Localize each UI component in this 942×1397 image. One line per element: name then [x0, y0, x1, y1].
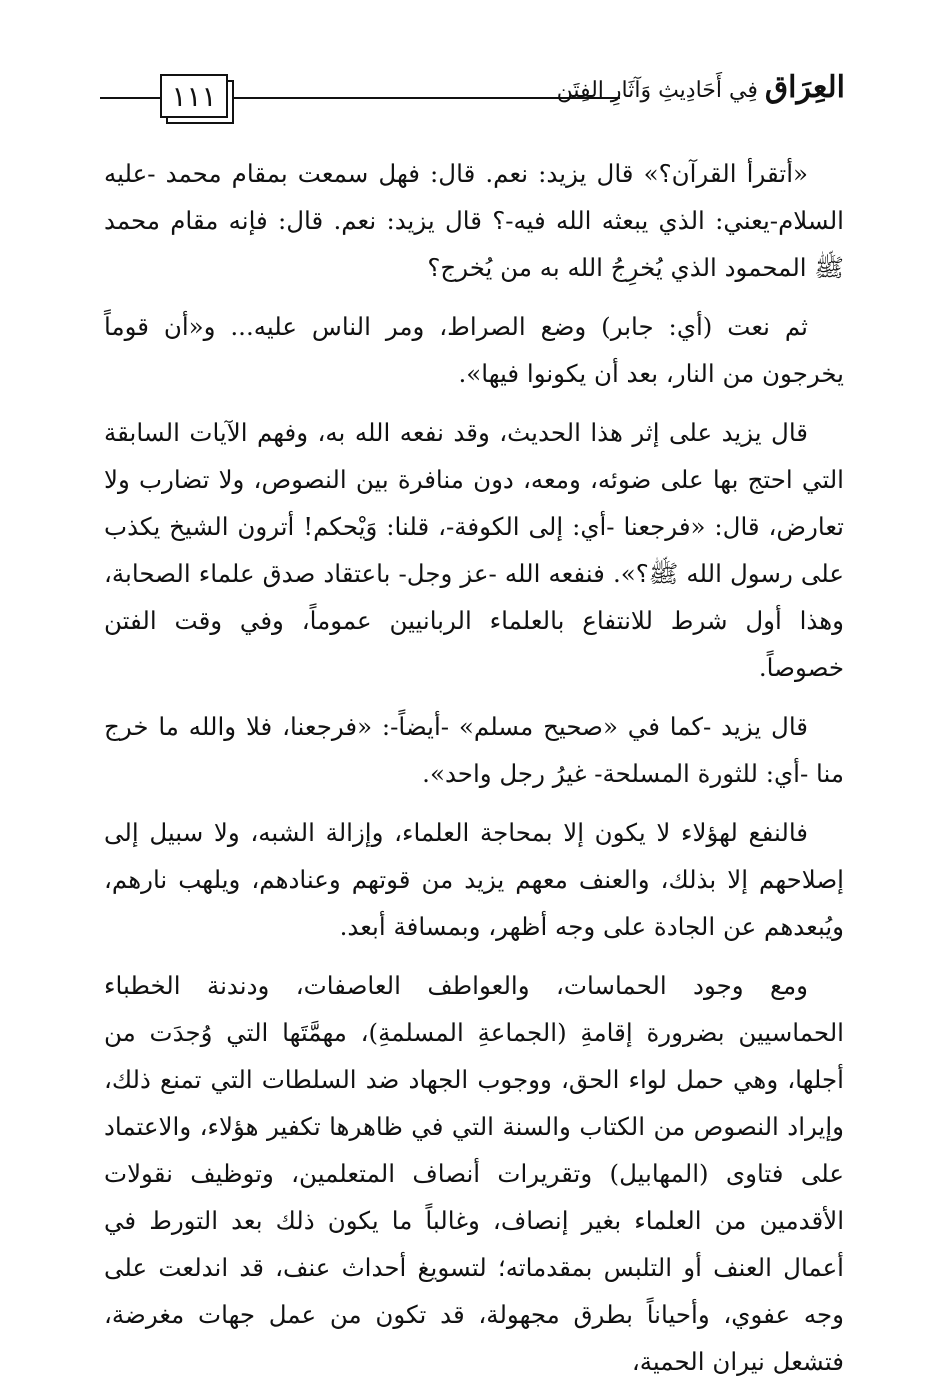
running-title: [556, 70, 845, 110]
paragraph: ومع وجود الحماسات، والعواطف العاصفات، ودندنة الخطباء الحماسيين بضرورة إقامةِ (الجماعةِ المسلمةِ)، مهمَّتَها التي وُجدَت من أجلها، وهي حمل لواء الحق، ووجوب الجهاد ضد السلطات التي تمنع ذلك، وإيراد النصوص من الكتاب والسنة التي في ظاهرها تكفير هؤلاء، والاعتماد على فتاوى (المهابيل) وتقريرات أنصاف المتعلمين، وتوظيف نقولات الأقدمين من العلماء بغير إنصاف، وغالباً ما يكون ذلك بعد التورط في أعمال العنف أو التلبس بمقدماته؛ لتسويغ أحداث عنف، قد اندلعت على وجه عفوي، وأحياناً بطرق مجهولة، قد تكون من عمل جهات مغرضة، فتشعل نيران الحمية،: [104, 971, 844, 1376]
paragraph: فالنفع لهؤلاء لا يكون إلا بمحاجة العلماء، وإزالة الشبه، ولا سبيل إلى إصلاحهم إلا بذلك، والعنف معهم يزيد من قوتهم وعنادهم، ويلهب نارهم، ويُبعدهم عن الجادة على وجه أظهر، وبمسافة أبعد.: [104, 818, 844, 941]
paragraph: قال يزيد -كما في «صحيح مسلم» -أيضاً-: «فرجعنا، فلا والله ما خرج منا -أي: للثورة المسلحة- غيرُ رجل واحد».: [104, 712, 844, 788]
header-rule-left: [100, 97, 160, 99]
running-title-main: العِرَاق: [764, 70, 845, 105]
running-title-rest: فِي أَحَادِيثِ وَآثَارِ الفِتَن: [556, 78, 758, 103]
page-number: ١١١: [160, 74, 228, 118]
page-header: [100, 62, 845, 132]
paragraph: «أتقرأ القرآن؟» قال يزيد: نعم. قال: فهل سمعت بمقام محمد -عليه السلام-يعني: الذي يبعثه الله فيه-؟ قال يزيد: نعم. قال: فإنه مقام محمد ﷺ المحمود الذي يُخرِجُ الله به من يُخرج؟: [104, 159, 844, 282]
paragraph: ثم نعت (أي: جابر) وضع الصراط، ومر الناس عليه... و«أن قوماً يخرجون من النار، بعد أن يكونوا فيها».: [104, 312, 844, 388]
page-body: [104, 150, 844, 1397]
paragraph: قال يزيد على إثر هذا الحديث، وقد نفعه الله به، وفهم الآيات السابقة التي احتج بها على ضوئه، ومعه، دون منافرة بين النصوص، ولا تضارب ولا تعارض، قال: «فرجعنا -أي: إلى الكوفة-، قلنا: وَيْحكم! أترون الشيخ يكذب على رسول الله ﷺ؟». فنفعه الله -عز وجل- باعتقاد صدق علماء الصحابة، وهذا أول شرط للانتفاع بالعلماء الربانيين عموماً، وفي وقت الفتن خصوصاً.: [104, 418, 844, 682]
